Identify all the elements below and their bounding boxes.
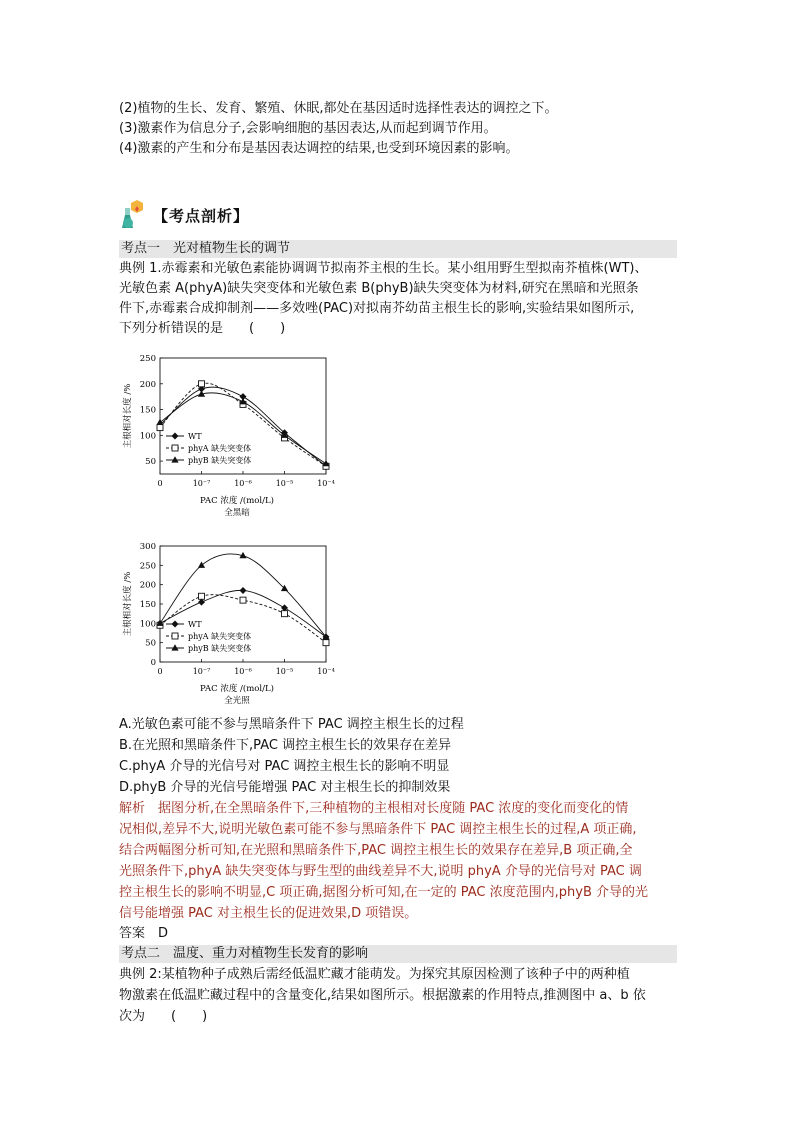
- x-tick-label: 0: [157, 479, 163, 488]
- question-1-line: 典例 1.赤霉素和光敏色素能协调调节拟南芥主根的生长。某小组用野生型拟南芥植株(WT)、: [119, 261, 648, 276]
- y-tick-label: 250: [139, 561, 156, 572]
- section-heading: [119, 200, 249, 230]
- y-tick-label: 50: [145, 638, 156, 649]
- x-tick-label: 0: [157, 667, 163, 676]
- legend-label: WT: [188, 620, 202, 629]
- question-2-line: 次为 ( ): [119, 1009, 208, 1024]
- x-axis-label: PAC 浓度 /(mol/L): [200, 496, 274, 506]
- x-tick-label: 10⁻⁶: [234, 667, 252, 676]
- legend-label: phyB 缺失突变体: [188, 456, 252, 465]
- legend-marker-triangle: [171, 456, 178, 462]
- data-point-square: [199, 381, 205, 387]
- chart-title: 全光照: [224, 696, 250, 706]
- question-1-line: 光敏色素 A(phyA)缺失突变体和光敏色素 B(phyB)缺失突变体为材料,研究在黑暗和光照条: [119, 281, 639, 296]
- data-point-triangle: [156, 419, 163, 425]
- y-tick-label: 200: [139, 379, 156, 390]
- data-point-diamond: [240, 587, 247, 594]
- x-tick-label: 10⁻⁶: [234, 479, 252, 488]
- y-axis-label: 主根相对长度 /%: [123, 571, 133, 637]
- x-tick-label: 10⁻⁷: [192, 667, 211, 676]
- data-point-square: [157, 425, 163, 431]
- intro-point-2: (2)植物的生长、发育、繁殖、休眠,都处在基因适时选择性表达的调控之下。: [119, 101, 558, 116]
- y-tick-label: 150: [139, 600, 156, 610]
- flask-icon: [119, 200, 149, 230]
- option-b: B.在光照和黑暗条件下,PAC 调控主根生长的效果存在差异: [119, 738, 452, 753]
- answer-1: 答案 D: [119, 926, 169, 941]
- legend-marker-triangle: [171, 644, 178, 650]
- data-point-square: [199, 593, 205, 599]
- y-axis-label: 主根相对长度 /%: [123, 383, 133, 449]
- x-tick-label: 10⁻⁵: [275, 479, 294, 488]
- data-point-square: [323, 640, 329, 646]
- legend-label: WT: [188, 432, 202, 441]
- legend-label: phyA 缺失突变体: [188, 444, 252, 453]
- analysis-line: 控主根生长的影响不明显,C 项正确,据图分析可知,在一定的 PAC 浓度范围内,phyB 介导的光: [119, 885, 648, 900]
- x-tick-label: 10⁻⁴: [317, 667, 335, 676]
- legend-marker-diamond: [172, 621, 179, 628]
- y-tick-label: 50: [145, 457, 156, 468]
- question-1-line: 件下,赤霉素合成抑制剂——多效唑(PAC)对拟南芥幼苗主根生长的影响,实验结果如图所示,: [119, 301, 635, 316]
- question-2-line: 典例 2:某植物种子成熟后需经低温贮藏才能萌发。为探究其原因检测了该种子中的两种植: [119, 967, 630, 982]
- analysis-line: 况相似,差异不大,说明光敏色素可能不参与黑暗条件下 PAC 调控主根生长的过程,A 项正确,: [119, 822, 637, 837]
- y-tick-label: 150: [139, 405, 156, 416]
- intro-point-3: (3)激素作为信息分子,会影响细胞的基因表达,从而起到调节作用。: [119, 121, 497, 136]
- topic-2-title: 考点二 温度、重力对植物生长发育的影响: [119, 945, 677, 963]
- legend-label: phyA 缺失突变体: [188, 632, 252, 641]
- topic-1-title: 考点一 光对植物生长的调节: [119, 240, 677, 258]
- y-tick-label: 100: [139, 431, 156, 442]
- option-d: D.phyB 介导的光信号能增强 PAC 对主根生长的抑制效果: [119, 780, 451, 795]
- analysis-line: 信号能增强 PAC 对主根生长的促进效果,D 项错误。: [119, 906, 418, 921]
- x-tick-label: 10⁻⁴: [317, 479, 335, 488]
- x-tick-label: 10⁻⁵: [275, 667, 294, 676]
- analysis-line: 结合两幅图分析可知,在光照和黑暗条件下,PAC 调控主根生长的效果存在差异,B 项正确,全: [119, 843, 633, 858]
- legend-marker-square: [172, 633, 178, 639]
- section-heading-text: 【考点剖析】: [153, 206, 250, 225]
- chart-title: 全黑暗: [224, 508, 250, 518]
- data-point-square: [282, 611, 288, 617]
- option-c: C.phyA 介导的光信号对 PAC 调控主根生长的影响不明显: [119, 759, 450, 774]
- data-point-triangle: [198, 562, 205, 568]
- y-tick-label: 250: [139, 354, 156, 364]
- y-tick-label: 300: [139, 542, 156, 552]
- legend-marker-square: [172, 445, 178, 451]
- option-a: A.光敏色素可能不参与黑暗条件下 PAC 调控主根生长的过程: [119, 717, 464, 732]
- intro-point-4: (4)激素的产生和分布是基因表达调控的结果,也受到环境因素的影响。: [119, 141, 519, 156]
- analysis-line: 光照条件下,phyA 缺失突变体与野生型的曲线差异不大,说明 phyA 介导的光信号对 PAC 调: [119, 864, 642, 879]
- x-axis-label: PAC 浓度 /(mol/L): [200, 684, 274, 694]
- data-point-square: [240, 597, 246, 603]
- y-tick-label: 100: [139, 619, 156, 630]
- x-tick-label: 10⁻⁷: [192, 479, 211, 488]
- y-tick-label: 200: [139, 580, 156, 591]
- analysis-line: 解析 据图分析,在全黑暗条件下,三种植物的主根相对长度随 PAC 浓度的变化而变化的情: [119, 801, 629, 816]
- legend-marker-diamond: [172, 433, 179, 440]
- legend-label: phyB 缺失突变体: [188, 644, 252, 653]
- chart-dark: [118, 350, 338, 522]
- chart-light: [118, 538, 338, 710]
- question-2-line: 物激素在低温贮藏过程中的含量变化,结果如图所示。根据激素的作用特点,推测图中 a、b 依: [119, 988, 646, 1003]
- question-1-line: 下列分析错误的是 ( ): [119, 321, 286, 336]
- y-tick-label: 0: [150, 658, 156, 668]
